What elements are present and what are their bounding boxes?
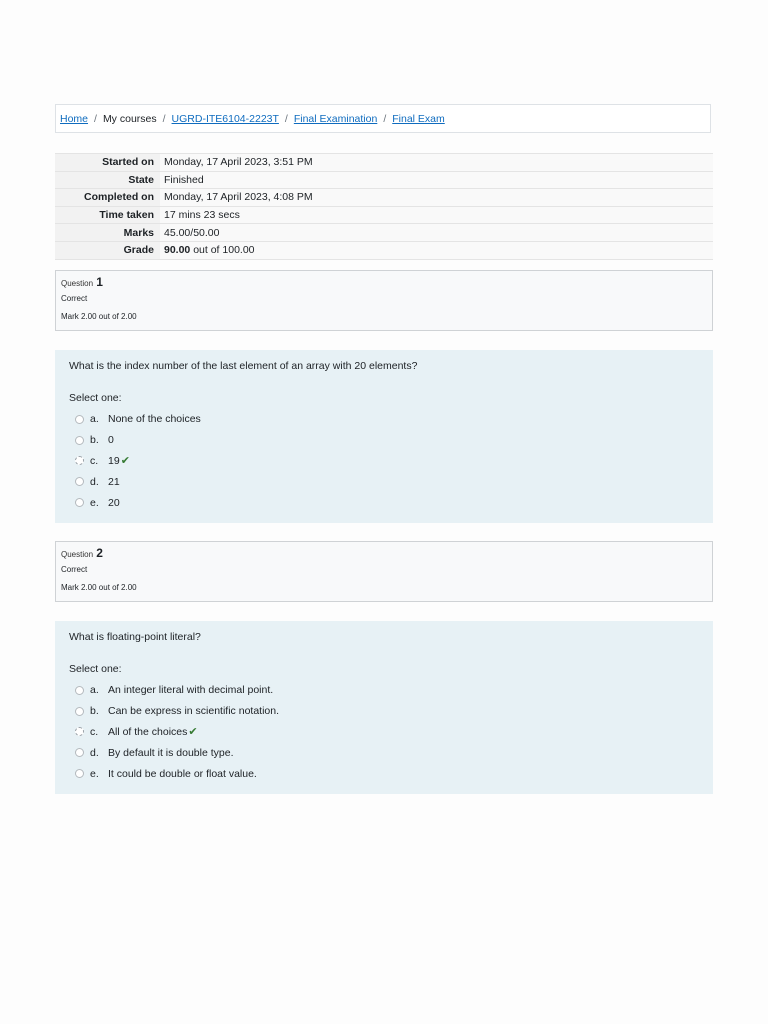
question-state: Correct (61, 294, 88, 303)
question-content (55, 350, 713, 523)
breadcrumb-separator: / (94, 112, 97, 125)
answer-text: It could be double or float value. (108, 767, 257, 780)
summary-label: Completed on (55, 189, 160, 207)
summary-label: State (55, 171, 160, 189)
answer-text: 19 (108, 454, 120, 467)
answer-text: 21 (108, 475, 120, 488)
answer-option[interactable] (69, 409, 713, 430)
breadcrumb-quiz-link[interactable]: Final Exam (392, 112, 445, 125)
breadcrumb-home-link[interactable]: Home (60, 112, 89, 125)
answer-letter: a. (90, 413, 99, 426)
radio-button[interactable] (75, 707, 84, 716)
summary-value: Monday, 17 April 2023, 3:51 PM (160, 154, 713, 172)
radio-button[interactable] (75, 769, 84, 778)
breadcrumb-separator: / (383, 112, 387, 125)
summary-value: Finished (160, 171, 713, 189)
summary-row-started (55, 154, 713, 172)
answer-text: An integer literal with decimal point. (108, 684, 274, 697)
attempt-summary-table (55, 153, 713, 260)
radio-button[interactable] (75, 686, 84, 695)
summary-label: Started on (55, 154, 160, 172)
breadcrumb-separator: / (162, 112, 166, 125)
radio-button[interactable] (75, 477, 84, 486)
summary-label: Grade (55, 241, 160, 259)
radio-button[interactable] (75, 436, 84, 445)
answer-letter: b. (90, 434, 99, 447)
radio-button-selected[interactable] (75, 727, 84, 736)
question-info (55, 270, 713, 331)
answer-letter: e. (90, 496, 99, 509)
answer-text: 0 (108, 434, 114, 447)
breadcrumb-section-link[interactable]: Final Examination (293, 112, 378, 125)
grade-suffix: out of 100.00 (190, 244, 255, 257)
answer-letter: b. (90, 705, 99, 718)
answer-letter: c. (90, 725, 99, 738)
breadcrumb-course-link[interactable]: UGRD-ITE6104-2223T (171, 112, 279, 125)
answer-text: Can be express in scientific notation. (108, 705, 280, 718)
correct-check-icon: ✔ (188, 726, 198, 739)
radio-button[interactable] (75, 415, 84, 424)
answer-option[interactable] (69, 471, 713, 492)
summary-value: 17 mins 23 secs (160, 206, 713, 224)
answer-letter: a. (90, 684, 99, 697)
summary-row-state (55, 171, 713, 189)
question-number: 2 (96, 546, 103, 560)
breadcrumb-separator: / (284, 112, 288, 125)
summary-row-grade (55, 241, 713, 259)
breadcrumb-my-courses: My courses (102, 112, 157, 125)
summary-row-marks (55, 224, 713, 242)
answer-option[interactable] (69, 680, 713, 701)
answer-option[interactable] (69, 742, 713, 763)
answer-option[interactable] (69, 701, 713, 722)
summary-value: Monday, 17 April 2023, 4:08 PM (160, 189, 713, 207)
question-mark: Mark 2.00 out of 2.00 (61, 312, 137, 321)
question-number: 1 (96, 275, 103, 289)
summary-label: Time taken (55, 206, 160, 224)
radio-button[interactable] (75, 748, 84, 757)
answer-option-selected[interactable] (69, 451, 713, 472)
summary-row-completed (55, 189, 713, 207)
question-content (55, 621, 713, 794)
question-info (55, 541, 713, 602)
summary-value (160, 241, 713, 259)
breadcrumb (55, 104, 711, 133)
question-text: What is the index number of the last element of an array with 20 elements? (69, 360, 418, 372)
radio-button[interactable] (75, 498, 84, 507)
answer-option[interactable] (69, 430, 713, 451)
answer-text: 20 (108, 496, 120, 509)
question-mark: Mark 2.00 out of 2.00 (61, 583, 137, 592)
correct-check-icon: ✔ (120, 455, 130, 468)
answer-letter: d. (90, 475, 99, 488)
answer-letter: d. (90, 746, 99, 759)
summary-label: Marks (55, 224, 160, 242)
select-one-prompt: Select one: (69, 663, 122, 675)
question-text: What is floating-point literal? (69, 631, 201, 643)
answer-option[interactable] (69, 492, 713, 513)
answer-text: None of the choices (108, 413, 201, 426)
question-label: Question (61, 550, 94, 559)
answer-text: All of the choices (108, 725, 188, 738)
select-one-prompt: Select one: (69, 392, 122, 404)
grade-score: 90.00 (164, 244, 191, 257)
answer-letter: e. (90, 767, 99, 780)
summary-value: 45.00/50.00 (160, 224, 713, 242)
question-label: Question (61, 279, 94, 288)
answer-option-selected[interactable] (69, 722, 713, 743)
radio-button-selected[interactable] (75, 456, 84, 465)
answer-letter: c. (90, 454, 99, 467)
answer-option[interactable] (69, 763, 713, 784)
summary-row-time (55, 206, 713, 224)
answer-text: By default it is double type. (108, 746, 234, 759)
question-state: Correct (61, 565, 88, 574)
